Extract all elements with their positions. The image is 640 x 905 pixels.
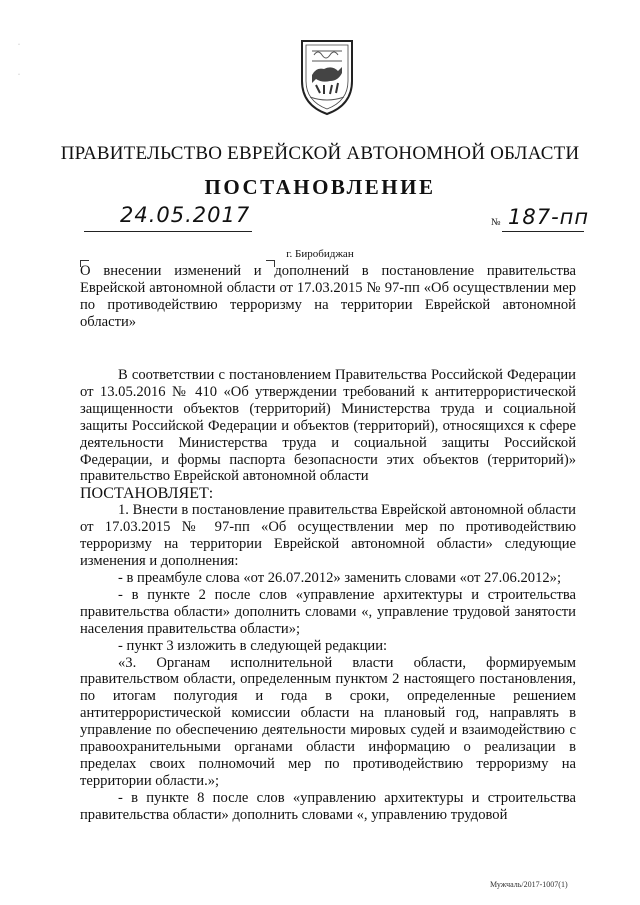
body-paragraph: - в пункте 8 после слов «управлению архитектуры и строительства правительства области» дополнить словами «, управлению трудовой <box>80 789 576 823</box>
coat-of-arms-icon <box>298 37 356 117</box>
resolution-keyword: ПОСТАНОВЛЯЕТ: <box>80 485 214 503</box>
document-body <box>80 367 576 824</box>
government-title: ПРАВИТЕЛЬСТВО ЕВРЕЙСКОЙ АВТОНОМНОЙ ОБЛАСТИ <box>60 143 580 164</box>
scan-marks: · · <box>18 42 20 78</box>
document-type: ПОСТАНОВЛЕНИЕ <box>204 175 436 199</box>
city-name: г. Биробиджан <box>286 248 354 260</box>
preamble-paragraph: В соответствии с постановлением Правительства Российской Федерации от 13.05.2016 № 410 «Об утверждении требований к антитеррористической защищенности объектов (территорий) Министерства труда и социальной защиты Российской Федерации и объектов (территорий), относящихся к сфере деятельности Министерства труда и социальной защиты Российской Федерации, и формы паспорта безопасности этих объектов (территорий)» правительство Еврейской автономной области <box>80 367 576 485</box>
body-paragraph: «3. Органам исполнительной власти области, формируемым правительством области, определенным пунктом 2 настоящего постановления, по итогам полугодия и года в сроки, определенные решением антитеррористической комиссии области на плановый год, направлять в управление по обеспечению деятельности мировых судей и взаимодействию с правоохранительными органами области информацию о реализации в пределах своих полномочий мер по противодействию терроризму на территории области.»; <box>80 654 576 789</box>
document-number: 187-пп <box>508 205 590 229</box>
document-date: 24.05.2017 <box>120 203 251 227</box>
date-underline <box>84 231 252 232</box>
body-paragraph: - пункт 3 изложить в следующей редакции: <box>118 637 388 654</box>
body-paragraph: - в преамбуле слова «от 26.07.2012» заменить словами «от 27.06.2012»; <box>118 569 562 586</box>
body-paragraph: - в пункте 2 после слов «управление архитектуры и строительства правительства области» дополнить словами «, управление трудовой занятости населения правительства области»; <box>80 586 576 637</box>
number-prefix: № <box>491 217 501 228</box>
body-paragraph: 1. Внести в постановление правительства Еврейской автономной области от 17.03.2015 № 97-пп «Об осуществлении мер по противодействию терроризму на территории Еврейской автономной области» следующие изменения и дополнения: <box>80 502 576 570</box>
footer-reference: Мужчаль/2017-1007(1) <box>490 880 568 889</box>
number-underline <box>502 231 584 232</box>
document-subject: О внесении изменений и дополнений в постановление правительства Еврейской автономной области от 17.03.2015 № 97-пп «Об осуществлении мер по противодействию терроризму на территории Еврейской автономной области» <box>80 263 576 330</box>
